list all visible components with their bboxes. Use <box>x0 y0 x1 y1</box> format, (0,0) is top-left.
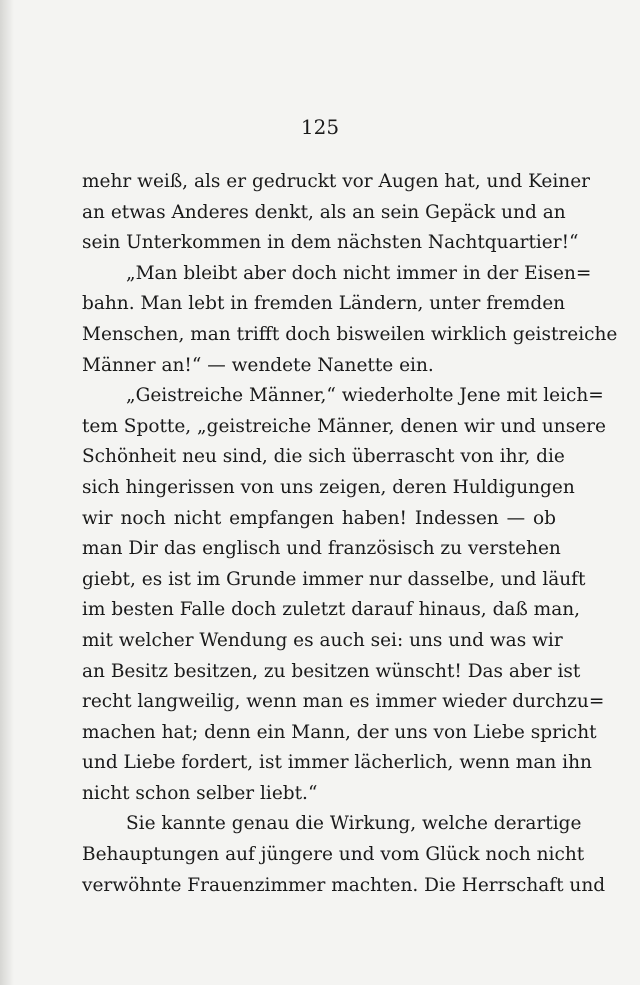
text-line: Menschen, man trifft doch bisweilen wirklich geistreiche <box>82 323 618 345</box>
text-line: recht langweilig, wenn man es immer wieder durchzu= <box>82 691 605 713</box>
scan-edge-shadow <box>0 0 14 985</box>
text-line: Behauptungen auf jüngere und vom Glück noch nicht <box>82 844 585 866</box>
text-line: an etwas Anderes denkt, als an sein Gepäck und an <box>82 201 566 223</box>
text-line: bahn. Man lebt in fremden Ländern, unter fremden <box>82 293 566 315</box>
text-line: „Man bleibt aber doch nicht immer in der Eisen= <box>126 262 592 284</box>
text-line: „Geistreiche Männer,“ wiederholte Jene mit leich= <box>126 385 604 407</box>
text-line: im besten Falle doch zuletzt darauf hinaus, daß man, <box>82 599 581 621</box>
text-line: mehr weiß, als er gedruckt vor Augen hat, und Keiner <box>82 171 590 192</box>
text-line: mit welcher Wendung es auch sei: uns und was wir <box>82 629 563 651</box>
text-line: wir noch nicht empfangen haben! Indessen — ob <box>82 507 556 529</box>
text-line: man Dir das englisch und französisch zu verstehen <box>82 538 561 560</box>
text-line: sich hingerissen von uns zeigen, deren Huldigungen <box>82 476 575 498</box>
text-line: an Besitz besitzen, zu besitzen wünscht! Das aber ist <box>82 660 581 682</box>
text-line: sein Unterkommen in dem nächsten Nachtquartier!“ <box>82 232 579 254</box>
text-line: giebt, es ist im Grunde immer nur dasselbe, und läuft <box>82 568 586 590</box>
body-text <box>82 167 618 901</box>
text-line: nicht schon selber liebt.“ <box>82 782 318 804</box>
text-line: verwöhnte Frauenzimmer machten. Die Herrschaft und <box>82 874 606 896</box>
text-line: Schönheit neu sind, die sich überrascht von ihr, die <box>82 446 565 468</box>
text-line: Männer an!“ — wendete Nanette ein. <box>82 354 434 376</box>
text-line: tem Spotte, „geistreiche Männer, denen wir und unsere <box>82 415 606 437</box>
page-number: 125 <box>300 115 340 139</box>
text-line: machen hat; denn ein Mann, der uns von Liebe spricht <box>82 721 597 743</box>
text-line: und Liebe fordert, ist immer lächerlich, wenn man ihn <box>82 752 592 774</box>
text-line: Sie kannte genau die Wirkung, welche derartige <box>126 813 582 835</box>
